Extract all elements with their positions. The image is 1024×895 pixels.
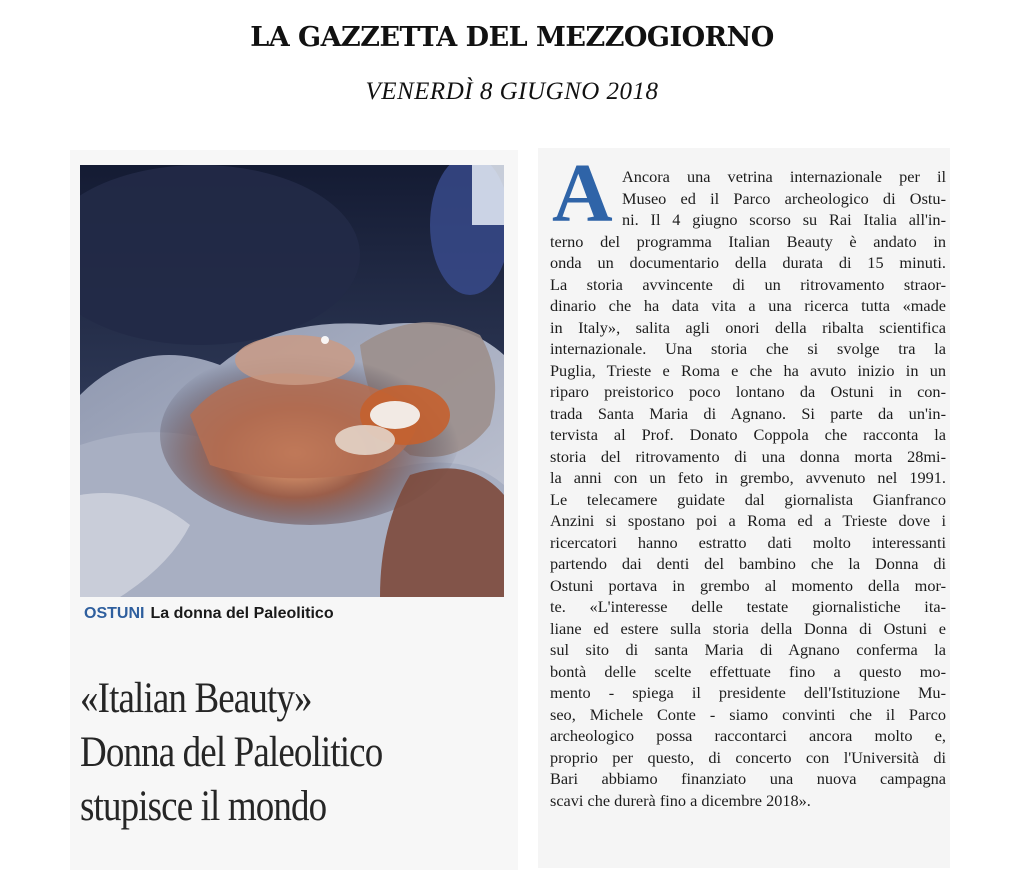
article-line: riparo preistorico poco lontano da Ostuni in con- — [550, 382, 946, 401]
article-line: internazionale. Una storia che si svolge tra la — [550, 339, 946, 358]
article-line: storia del ritrovamento di una donna morta 28mi- — [550, 446, 946, 466]
article-line: seo, Michele Conte - siamo convinti che il Parco — [550, 704, 946, 724]
article-line: bontà delle scelte effettuate fino a questo mo- — [550, 661, 946, 681]
publication-date: VENERDÌ 8 GIUGNO 2018 — [365, 78, 659, 105]
drop-cap: A — [552, 147, 613, 240]
article-line: ni. Il 4 giugno scorso su Rai Italia all'in- — [622, 210, 946, 229]
article-headline — [80, 672, 450, 834]
caption-text: La donna del Paleolitico — [150, 605, 334, 622]
article-line: terno del programma Italian Beauty è andato in — [550, 231, 946, 251]
article-line: Le telecamere guidate dal giornalista Gianfranco — [550, 489, 946, 509]
article-line: La storia avvincente di un ritrovamento straor- — [550, 274, 946, 294]
article-line: archeologico possa raccontarci ancora molto e, — [550, 726, 946, 745]
article-line: Puglia, Trieste e Roma e che ha avuto inizio in un — [550, 360, 946, 380]
article-line: sul sito di santa Maria di Agnano conferma la — [550, 640, 946, 659]
article-line: proprio per questo, di concerto con l'Università di — [550, 747, 946, 767]
article-line: Museo ed il Parco archeologico di Ostu- — [622, 188, 946, 208]
newspaper-masthead: LA GAZZETTA DEL MEZZOGIORNO — [250, 22, 774, 53]
article-line: in Italy», salita agli onori della ribalta scientifica — [550, 317, 946, 337]
article-line: Bari abbiamo finanziato una nuova campagna — [550, 769, 946, 788]
article-line: ricercatori hanno estratto dati molto interessanti — [550, 532, 946, 552]
article-line: scavi che durerà fino a dicembre 2018». — [550, 790, 811, 810]
article-line: mento - spiega il presidente dell'Istituzione Mu- — [550, 683, 946, 702]
article-line: partendo dai denti del bambino che la Donna di — [550, 554, 946, 573]
article-line: onda un documentario della durata di 15 minuti. — [550, 253, 946, 272]
headline-line: Donna del Paleolitico — [80, 729, 383, 776]
photo-caption — [84, 605, 504, 623]
article-line: Ancora una vetrina internazionale per il — [622, 167, 946, 186]
article-line: te. «L'interesse delle testate giornalistiche ita- — [550, 597, 946, 616]
article-line: tervista al Prof. Donato Coppola che racconta la — [550, 425, 946, 444]
article-photo — [80, 165, 504, 597]
article-line: dinario che ha data vita a una ricerca tutta «made — [550, 296, 946, 315]
headline-line: stupisce il mondo — [80, 783, 327, 830]
article-body — [550, 166, 946, 811]
article-line: Ostuni portava in grembo al momento della mor- — [550, 575, 946, 595]
headline-line: «Italian Beauty» — [80, 675, 312, 722]
article-line: Anzini si spostano poi a Roma ed a Trieste dove i — [550, 511, 946, 530]
article-line: trada Santa Maria di Agnano. Si parte da un'in- — [550, 403, 946, 423]
article-line: la anni con un feto in grembo, avvenuto nel 1991. — [550, 468, 946, 487]
article-line: liane ed estere sulla storia della Donna di Ostuni e — [550, 618, 946, 638]
caption-kicker: OSTUNI — [84, 605, 145, 622]
